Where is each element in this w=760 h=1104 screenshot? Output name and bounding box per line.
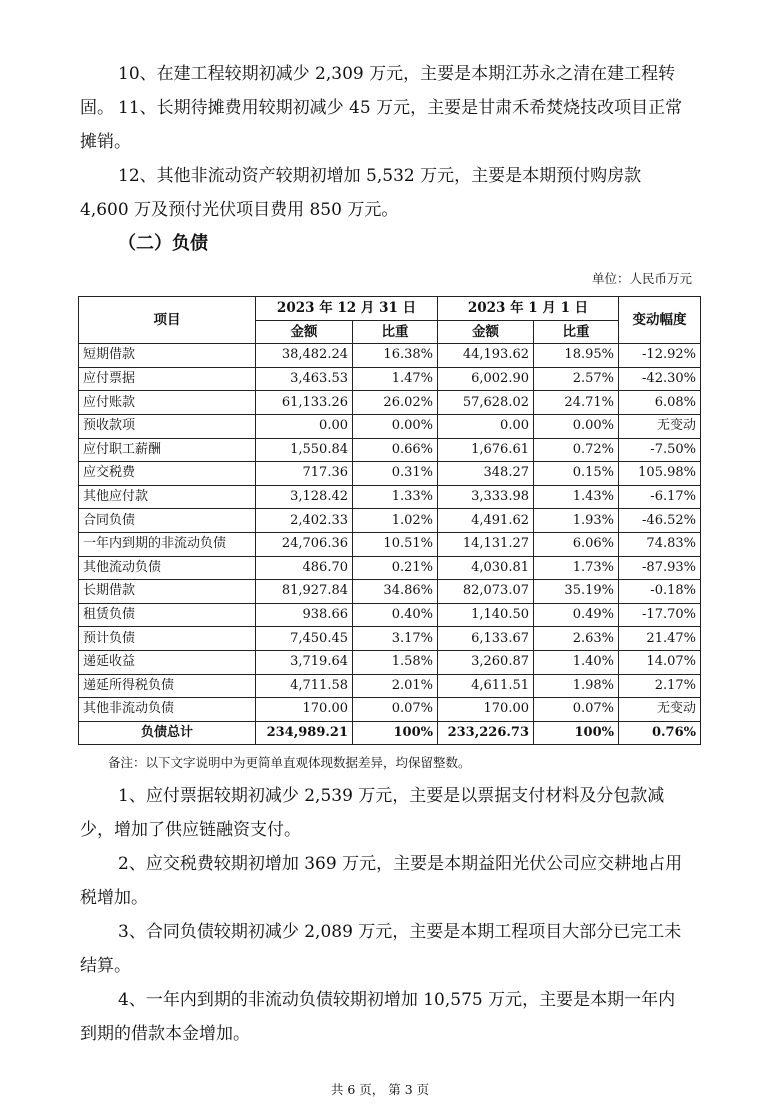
ratio-start: 1.40% — [534, 650, 619, 674]
amount-end: 3,128.42 — [256, 485, 353, 509]
ratio-end: 3.17% — [353, 627, 438, 651]
row-label: 合同负债 — [79, 509, 256, 533]
table-row — [79, 391, 701, 415]
amount-start: 3,333.98 — [438, 485, 534, 509]
amount-start: 1,676.61 — [438, 438, 534, 462]
change: -7.50% — [619, 438, 701, 462]
amount-start: 170.00 — [438, 698, 534, 722]
amount-start: 6,002.90 — [438, 367, 534, 391]
change: 21.47% — [619, 627, 701, 651]
table-row — [79, 367, 701, 391]
change: -17.70% — [619, 603, 701, 627]
ratio-end: 16.38% — [353, 344, 438, 368]
row-label: 一年内到期的非流动负债 — [79, 532, 256, 556]
header-amount: 金额 — [256, 320, 353, 344]
page-footer: 共 6 页， 第 3 页 — [330, 1082, 430, 1097]
change: -87.93% — [619, 556, 701, 580]
ratio-end: 0.21% — [353, 556, 438, 580]
amount-start: 57,628.02 — [438, 391, 534, 415]
amount-start: 0.00 — [438, 414, 534, 438]
table-row — [79, 674, 701, 698]
header-amount: 金额 — [438, 320, 534, 344]
paragraph-3: 3、合同负债较期初减少 2,089 万元，主要是本期工程项目大部分已完工未结算。 — [80, 922, 682, 976]
change: -46.52% — [619, 509, 701, 533]
total-ratio-start: 100% — [534, 721, 619, 745]
row-label: 短期借款 — [79, 344, 256, 368]
amount-end: 170.00 — [256, 698, 353, 722]
table-row — [79, 556, 701, 580]
table-row — [79, 414, 701, 438]
paragraph-11: 11、长期待摊费用较期初减少 45 万元，主要是甘肃禾希焚烧技改项目正常摊销。 — [80, 98, 683, 152]
amount-end: 4,711.58 — [256, 674, 353, 698]
paragraph-4: 4、一年内到期的非流动负债较期初增加 10,575 万元，主要是本期一年内到期的借款本金增加。 — [80, 990, 676, 1044]
header-change: 变动幅度 — [619, 297, 701, 344]
amount-start: 4,611.51 — [438, 674, 534, 698]
ratio-end: 0.31% — [353, 462, 438, 486]
ratio-start: 0.07% — [534, 698, 619, 722]
ratio-end: 0.66% — [353, 438, 438, 462]
ratio-end: 2.01% — [353, 674, 438, 698]
total-ratio-end: 100% — [353, 721, 438, 745]
amount-start: 4,030.81 — [438, 556, 534, 580]
change: -42.30% — [619, 367, 701, 391]
ratio-end: 1.02% — [353, 509, 438, 533]
row-label: 递延收益 — [79, 650, 256, 674]
table-row — [79, 603, 701, 627]
table-row — [79, 698, 701, 722]
table-row — [79, 462, 701, 486]
row-label: 应付账款 — [79, 391, 256, 415]
change: 105.98% — [619, 462, 701, 486]
amount-end: 24,706.36 — [256, 532, 353, 556]
amount-end: 717.36 — [256, 462, 353, 486]
table-row — [79, 650, 701, 674]
amount-start: 14,131.27 — [438, 532, 534, 556]
paragraph-12: 12、其他非流动资产较期初增加 5,532 万元，主要是本期预付购房款 4,600 万及预付光伏项目费用 850 万元。 — [80, 166, 642, 220]
change: 无变动 — [619, 698, 701, 722]
ratio-start: 24.71% — [534, 391, 619, 415]
header-period-2023-12-31: 2023 年 12 月 31 日 — [256, 297, 438, 321]
ratio-end: 1.47% — [353, 367, 438, 391]
ratio-start: 0.49% — [534, 603, 619, 627]
ratio-end: 26.02% — [353, 391, 438, 415]
ratio-start: 1.93% — [534, 509, 619, 533]
table-row — [79, 485, 701, 509]
ratio-end: 0.40% — [353, 603, 438, 627]
table-row — [79, 532, 701, 556]
ratio-start: 0.15% — [534, 462, 619, 486]
row-label: 其他应付款 — [79, 485, 256, 509]
amount-end: 38,482.24 — [256, 344, 353, 368]
table-row — [79, 438, 701, 462]
amount-end: 3,463.53 — [256, 367, 353, 391]
ratio-end: 1.33% — [353, 485, 438, 509]
amount-start: 4,491.62 — [438, 509, 534, 533]
header-period-2023-01-01: 2023 年 1 月 1 日 — [438, 297, 619, 321]
paragraph-2: 2、应交税费较期初增加 369 万元，主要是本期益阳光伏公司应交耕地占用税增加。 — [80, 854, 683, 908]
row-label: 应交税费 — [79, 462, 256, 486]
ratio-start: 2.63% — [534, 627, 619, 651]
ratio-start: 1.98% — [534, 674, 619, 698]
change: -0.18% — [619, 580, 701, 604]
change: 14.07% — [619, 650, 701, 674]
amount-end: 61,133.26 — [256, 391, 353, 415]
row-label: 应付票据 — [79, 367, 256, 391]
total-amount-start: 233,226.73 — [438, 721, 534, 745]
row-label: 长期借款 — [79, 580, 256, 604]
change: 无变动 — [619, 414, 701, 438]
ratio-end: 0.00% — [353, 414, 438, 438]
table-row — [79, 344, 701, 368]
ratio-start: 35.19% — [534, 580, 619, 604]
ratio-start: 0.00% — [534, 414, 619, 438]
ratio-start: 2.57% — [534, 367, 619, 391]
amount-start: 6,133.67 — [438, 627, 534, 651]
change: -6.17% — [619, 485, 701, 509]
row-label: 预计负债 — [79, 627, 256, 651]
total-label: 负债总计 — [79, 721, 256, 745]
ratio-end: 34.86% — [353, 580, 438, 604]
amount-start: 348.27 — [438, 462, 534, 486]
row-label: 应付职工薪酬 — [79, 438, 256, 462]
amount-end: 486.70 — [256, 556, 353, 580]
total-change: 0.76% — [619, 721, 701, 745]
amount-start: 82,073.07 — [438, 580, 534, 604]
liabilities-table — [78, 296, 701, 745]
table-header-row — [79, 297, 701, 321]
amount-end: 2,402.33 — [256, 509, 353, 533]
ratio-end: 10.51% — [353, 532, 438, 556]
amount-end: 938.66 — [256, 603, 353, 627]
table-row — [79, 580, 701, 604]
total-amount-end: 234,989.21 — [256, 721, 353, 745]
amount-end: 3,719.64 — [256, 650, 353, 674]
unit-label: 单位：人民币万元 — [591, 271, 692, 286]
table-note: 备注：以下文字说明中为更简单直观体现数据差异，均保留整数。 — [108, 755, 471, 770]
amount-end: 1,550.84 — [256, 438, 353, 462]
row-label: 租赁负债 — [79, 603, 256, 627]
amount-start: 44,193.62 — [438, 344, 534, 368]
amount-end: 81,927.84 — [256, 580, 353, 604]
row-label: 其他流动负债 — [79, 556, 256, 580]
ratio-start: 6.06% — [534, 532, 619, 556]
table-row — [79, 627, 701, 651]
row-label: 递延所得税负债 — [79, 674, 256, 698]
header-ratio: 比重 — [353, 320, 438, 344]
amount-start: 1,140.50 — [438, 603, 534, 627]
ratio-start: 1.73% — [534, 556, 619, 580]
paragraph-1: 1、应付票据较期初减少 2,539 万元，主要是以票据支付材料及分包款减少，增加了供应链融资支付。 — [80, 786, 665, 840]
ratio-end: 1.58% — [353, 650, 438, 674]
change: 6.08% — [619, 391, 701, 415]
amount-start: 3,260.87 — [438, 650, 534, 674]
change: 74.83% — [619, 532, 701, 556]
row-label: 其他非流动负债 — [79, 698, 256, 722]
change: 2.17% — [619, 674, 701, 698]
amount-end: 0.00 — [256, 414, 353, 438]
ratio-end: 0.07% — [353, 698, 438, 722]
ratio-start: 0.72% — [534, 438, 619, 462]
ratio-start: 18.95% — [534, 344, 619, 368]
table-row — [79, 509, 701, 533]
change: -12.92% — [619, 344, 701, 368]
header-ratio: 比重 — [534, 320, 619, 344]
header-item: 项目 — [79, 297, 256, 344]
paragraph-10: 10、在建工程较期初减少 2,309 万元，主要是本期江苏永之清在建工程转固。 — [80, 64, 676, 118]
table-total-row — [79, 721, 701, 745]
amount-end: 7,450.45 — [256, 627, 353, 651]
row-label: 预收款项 — [79, 414, 256, 438]
section-heading: （二）负债 — [118, 233, 208, 254]
ratio-start: 1.43% — [534, 485, 619, 509]
